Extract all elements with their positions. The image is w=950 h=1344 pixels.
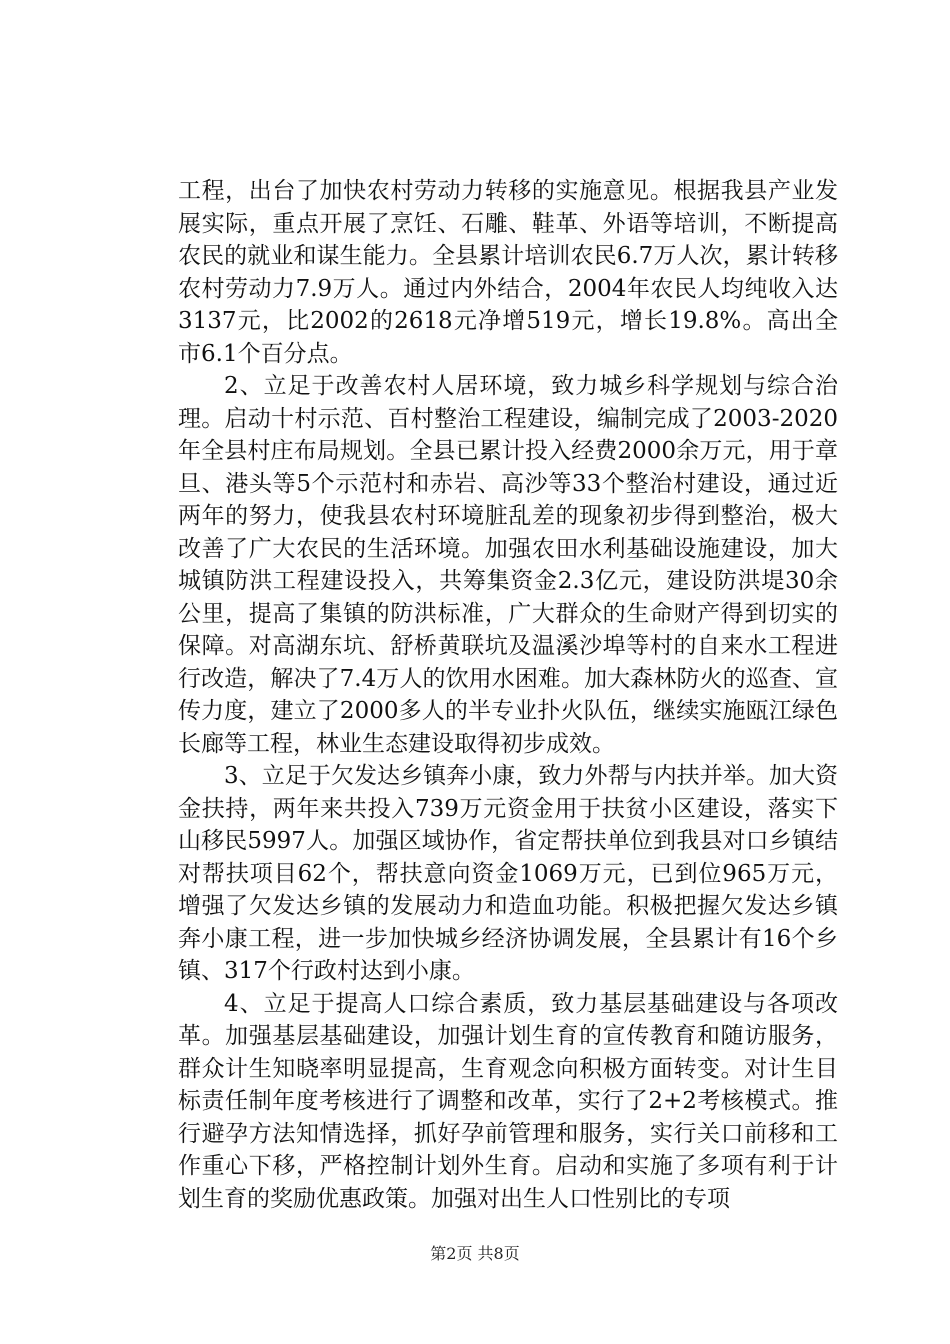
paragraph-item-3: 3、立足于欠发达乡镇奔小康，致力外帮与内扶并举。加大资金扶持，两年来共投入739万元资金用于扶贫小区建设，落实下山移民5997人。加强区域协作，省定帮扶单位到我县对口乡镇结对帮扶项目62个，帮扶意向资金1069万元，已到位965万元，增强了欠发达乡镇的发展动力和造血功能。积极把握欠发达乡镇奔小康工程，进一步加快城乡经济协调发展，全县累计有16个乡镇、317个行政村达到小康。 <box>178 763 838 984</box>
page-number-footer <box>0 1244 950 1264</box>
document-body <box>178 175 838 1215</box>
paragraph-item-2: 2、立足于改善农村人居环境，致力城乡科学规划与综合治理。启动十村示范、百村整治工程建设，编制完成了2003-2020年全县村庄布局规划。全县已累计投入经费2000余万元，用于章旦、港头等5个示范村和赤岩、高沙等33个整治村建设，通过近两年的努力，使我县农村环境脏乱差的现象初步得到整治，极大改善了广大农民的生活环境。加强农田水利基础设施建设，加大城镇防洪工程建设投入，共筹集资金2.3亿元，建设防洪堤30余公里，提高了集镇的防洪标准，广大群众的生命财产得到切实的保障。对高湖东坑、舒桥黄联坑及温溪沙埠等村的自来水工程进行改造，解决了7.4万人的饮用水困难。加大森林防火的巡查、宣传力度，建立了2000多人的半专业扑火队伍，继续实施瓯江绿色长廊等工程，林业生态建设取得初步成效。 <box>178 373 838 757</box>
paragraph-continuation: 工程，出台了加快农村劳动力转移的实施意见。根据我县产业发展实际，重点开展了烹饪、石雕、鞋革、外语等培训，不断提高农民的就业和谋生能力。全县累计培训农民6.7万人次，累计转移农村劳动力7.9万人。通过内外结合，2004年农民人均纯收入达3137元，比2002的2618元净增519元，增长19.8%。高出全市6.1个百分点。 <box>178 178 838 367</box>
paragraph-item-4: 4、立足于提高人口综合素质，致力基层基础建设与各项改革。加强基层基础建设，加强计划生育的宣传教育和随访服务，群众计生知晓率明显提高，生育观念向积极方面转变。对计生目标责任制年度考核进行了调整和改革，实行了2+2考核模式。推行避孕方法知情选择，抓好孕前管理和服务，实行关口前移和工作重心下移，严格控制计划外生育。启动和实施了多项有利于计划生育的奖励优惠政策。加强对出生人口性别比的专项 <box>178 990 838 1212</box>
page-number-label: 第2页 共8页 <box>430 1244 520 1263</box>
